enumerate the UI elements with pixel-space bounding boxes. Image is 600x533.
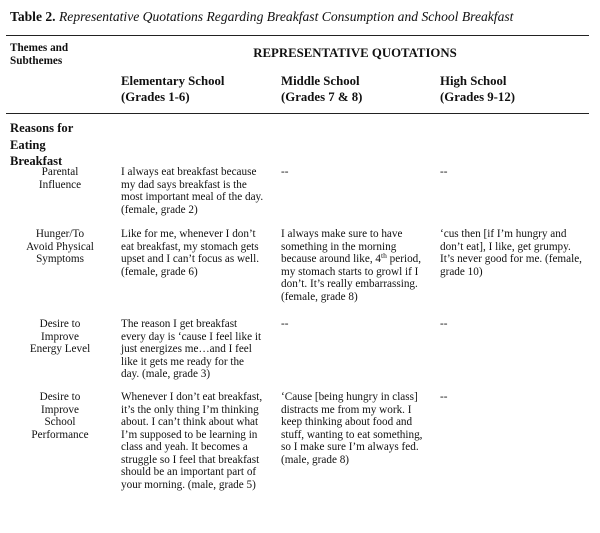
- subtheme-line: Symptoms: [36, 253, 84, 265]
- subtheme-line: Desire to: [39, 318, 81, 330]
- empty-dash: --: [440, 391, 448, 403]
- subtheme-line: Desire to: [39, 391, 81, 403]
- quote-line: every day is ‘cause I feel like it: [121, 330, 262, 343]
- section-line: Breakfast: [10, 154, 63, 168]
- section-line: Reasons for: [10, 121, 74, 135]
- quote-line: my stomach starts to growl if I: [281, 265, 419, 278]
- quote-line: most important meal of the day.: [121, 191, 264, 203]
- quote-line: day. (male, grade 3): [121, 368, 211, 380]
- ordinal-superscript: th: [381, 251, 387, 260]
- subtheme-line: School: [44, 416, 76, 428]
- quote-line: [281, 253, 421, 266]
- empty-dash: --: [440, 166, 448, 178]
- quote-middle: [281, 391, 422, 466]
- quote-line: ‘cus then [if I’m hungry and: [440, 228, 567, 240]
- quote-high: [440, 318, 447, 331]
- caption-title: Representative Quotations Regarding Breakfast Consumption and School Breakfast: [59, 9, 514, 24]
- header-elementary-name: Elementary School: [121, 74, 225, 88]
- quote-middle: [281, 228, 421, 303]
- quote-line: distracts me from my work. I: [281, 403, 412, 416]
- header-themes: [10, 42, 68, 67]
- quote-line: Whenever I don’t eat breakfast,: [121, 391, 263, 403]
- subtheme-hunger-avoid-physical-symptoms: [15, 228, 105, 266]
- header-high-name: High School: [440, 74, 507, 88]
- quote-line: I always eat breakfast because: [121, 166, 257, 178]
- top-rule: [6, 35, 589, 36]
- quote-line: ‘Cause [being hungry in class]: [281, 391, 418, 403]
- quote-line: keep thinking about food and: [281, 416, 413, 428]
- quote-line: don’t. It’s really embarrassing.: [281, 278, 418, 290]
- quote-high: [440, 391, 447, 404]
- section-line: Eating: [10, 137, 46, 152]
- quote-high: [440, 166, 447, 179]
- header-high-grades: (Grades 9-12): [440, 89, 515, 104]
- subtheme-line: Hunger/To: [35, 228, 85, 240]
- quote-line: I’m supposed to be learning in: [121, 428, 258, 441]
- header-elementary: [121, 74, 224, 105]
- quote-elementary: [121, 228, 259, 278]
- header-high: [440, 74, 515, 105]
- quote-line: eat breakfast, my stomach gets: [121, 240, 259, 253]
- quote-line: It’s never good for me. (female,: [440, 253, 582, 265]
- quote-line: (female, grade 2): [121, 203, 198, 216]
- quote-line: like it gets me ready for the: [121, 355, 245, 368]
- header-themes-line: Themes and: [10, 42, 69, 54]
- header-rule: [6, 113, 589, 114]
- header-themes-line: Subthemes: [10, 54, 63, 67]
- caption-label: Table 2.: [10, 9, 56, 24]
- subtheme-line: Performance: [31, 428, 89, 441]
- quote-line: upset and I can’t focus as well.: [121, 253, 260, 265]
- empty-dash: --: [281, 166, 289, 178]
- table-caption: [10, 9, 513, 25]
- quote-fragment: because around like, 4: [281, 253, 382, 265]
- quote-middle: [281, 318, 288, 331]
- quote-middle: [281, 166, 288, 179]
- quote-elementary: [121, 391, 262, 491]
- quote-line: something in the morning: [281, 240, 397, 253]
- subtheme-line: Avoid Physical: [26, 240, 94, 253]
- quote-line: I always make sure to have: [281, 228, 403, 240]
- quote-elementary: [121, 166, 263, 216]
- quote-line: (female, grade 6): [121, 265, 198, 278]
- quote-line: The reason I get breakfast: [121, 318, 238, 330]
- subtheme-line: Improve: [41, 330, 79, 343]
- quote-line: stuff, wanting to eat something,: [281, 428, 423, 441]
- quote-line: struggle so I feel that breakfast: [121, 453, 260, 466]
- quote-high: [440, 228, 582, 278]
- quote-line: should be an important part of: [121, 466, 257, 478]
- quote-line: don’t eat], I like, get grumpy.: [440, 240, 571, 253]
- quote-line: (female, grade 8): [281, 290, 358, 303]
- quote-line: (male, grade 8): [281, 453, 350, 466]
- quote-line: just energizes me…and I feel: [121, 343, 252, 355]
- subtheme-line: Influence: [38, 178, 82, 191]
- quote-line: grade 10): [440, 265, 483, 278]
- quote-line: my dad says breakfast is the: [121, 178, 247, 191]
- subtheme-line: Parental: [41, 166, 79, 178]
- quote-line: it’s the only thing I’m thinking: [121, 403, 259, 416]
- empty-dash: --: [440, 318, 448, 330]
- subtheme-improve-school-performance: [15, 391, 105, 441]
- quote-line: about. I can’t think about what: [121, 416, 259, 428]
- section-reasons-for-eating-breakfast: [10, 120, 73, 170]
- quote-line: Like for me, whenever I don’t: [121, 228, 256, 240]
- empty-dash: --: [281, 318, 289, 330]
- quote-fragment: period,: [386, 253, 422, 265]
- quote-line: your morning. (male, grade 5): [121, 478, 256, 491]
- subtheme-parental-influence: [15, 166, 105, 191]
- subtheme-line: Energy Level: [29, 343, 91, 355]
- header-elementary-grades: (Grades 1-6): [121, 89, 190, 104]
- header-middle-grades: (Grades 7 & 8): [281, 89, 363, 104]
- quote-elementary: [121, 318, 261, 381]
- header-middle-name: Middle School: [281, 74, 360, 88]
- subtheme-improve-energy-level: [15, 318, 105, 356]
- header-representative-quotations: REPRESENTATIVE QUOTATIONS: [253, 46, 457, 60]
- header-middle: [281, 74, 362, 105]
- quote-line: so I make sure I’m always fed.: [281, 441, 419, 453]
- subtheme-line: Improve: [41, 403, 79, 416]
- quote-line: class and yeah. It becomes a: [121, 441, 248, 453]
